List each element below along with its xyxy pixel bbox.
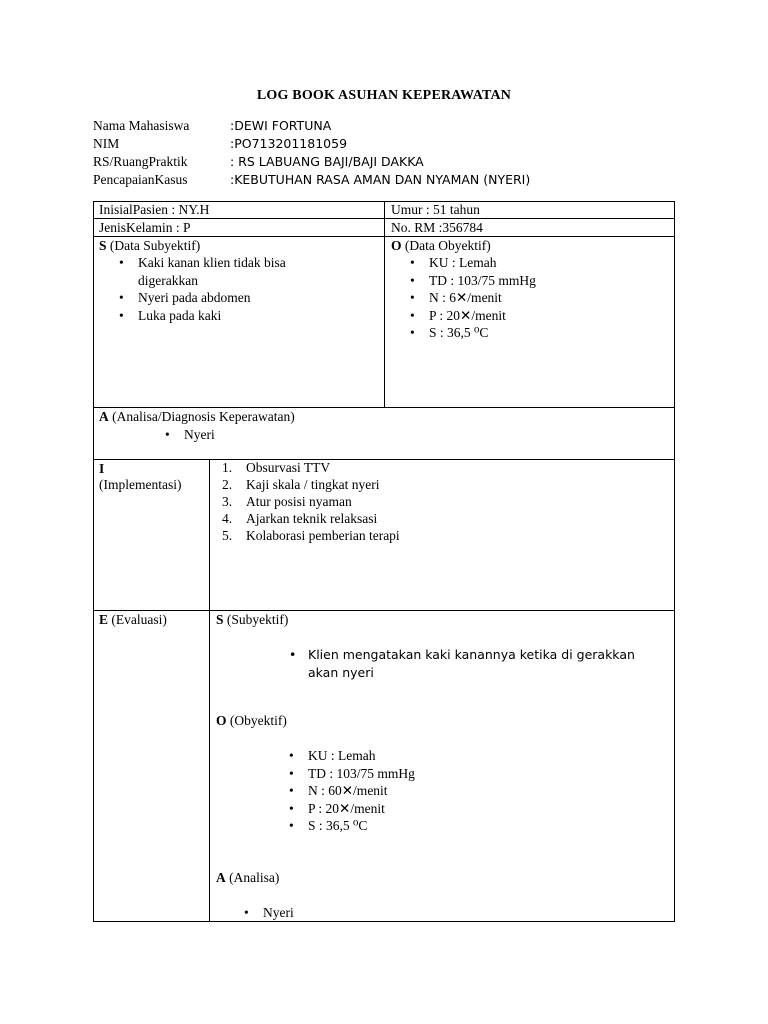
list-item: • S : 36,5 ⁰C [401,324,536,342]
page-title: LOG BOOK ASUHAN KEPERAWATAN [256,88,512,103]
info-value: : RS LABUANG BAJI/BAJI DAKKA [230,154,424,169]
patient-rm: No. RM :356784 [391,220,483,235]
heading-letter: O [216,713,227,728]
list-item: • KU : Lemah [280,747,415,765]
info-label: Nama Mahasiswa [93,118,190,133]
implementation-heading: (Implementasi) [99,477,182,492]
list-item-continuation [280,664,635,682]
list-item-text: Atur posisi nyaman [246,494,352,509]
heading-letter: O [391,238,402,253]
list-item: • TD : 103/75 mmHg [401,272,536,290]
list-item: • Nyeri [156,426,215,444]
heading-text: (Analisa/Diagnosis Keperawatan) [108,409,295,424]
subjective-list [110,254,286,324]
list-item-text: Kolaborasi pemberian terapi [246,528,400,543]
list-item: • N : 6✕/menit [401,289,536,307]
evaluation-heading [99,611,167,628]
info-value: :DEWI FORTUNA [230,118,332,133]
heading-text: (Data Obyektif) [401,238,491,253]
list-item: 3. Atur posisi nyaman [222,494,352,509]
objective-heading [391,237,491,254]
implementation-list [222,459,400,544]
heading-text: (Evaluasi) [108,612,167,627]
info-label: PencapaianKasus [93,172,188,187]
patient-age: Umur : 51 tahun [391,202,480,217]
eval-analysis-heading [216,869,279,886]
info-label: NIM [93,136,120,151]
subjective-heading [99,237,200,254]
list-item-text: digerakkan [138,272,198,288]
list-item: 2. Kaji skala / tingkat nyeri [222,477,380,492]
table-divider [93,610,675,611]
info-row-name [93,117,530,135]
eval-subjective-list [280,646,635,681]
eval-objective-list [280,747,415,835]
heading-text: (Subyektif) [223,612,289,627]
table-divider [209,459,210,922]
info-row-ruang [93,153,530,171]
analysis-list [156,426,215,444]
objective-list [401,254,536,342]
info-row-case [93,171,530,189]
info-label: RS/RuangPraktik [93,154,188,169]
heading-text: (Analisa) [225,870,280,885]
eval-subjective-heading [216,611,288,628]
patient-gender: JenisKelamin : P [99,220,191,235]
student-info [93,117,530,189]
info-value: :KEBUTUHAN RASA AMAN DAN NYAMAN (NYERI) [230,172,531,187]
list-item: • Nyeri pada abdomen [110,289,286,307]
implementation-letter [99,460,104,477]
table-divider [384,201,385,407]
info-row-nim [93,135,530,153]
list-item: • Klien mengatakan kaki kanannya ketika di gerakkan [280,646,635,664]
list-item-text: akan nyeri [308,664,374,680]
list-item: • Kaki kanan klien tidak bisa [110,254,286,272]
heading-text: (Obyektif) [226,713,287,728]
list-item: • S : 36,5 ⁰C [280,817,415,835]
heading-text: (Data Subyektif) [106,238,201,253]
heading-letter: A [216,870,226,885]
list-item: 1. Obsurvasi TTV [222,460,331,475]
info-value: :PO713201181059 [230,136,348,151]
list-item: • N : 60✕/menit [280,782,415,800]
list-item: • Nyeri [235,904,294,922]
list-item-text: Obsurvasi TTV [246,460,331,475]
eval-analysis-list [235,904,294,922]
list-item-text: Kaji skala / tingkat nyeri [246,477,380,492]
list-item-continuation [110,272,286,290]
heading-letter: S [99,238,107,253]
list-item: • TD : 103/75 mmHg [280,765,415,783]
heading-letter: S [216,612,224,627]
heading-letter: I [99,461,105,476]
list-item: 5. Kolaborasi pemberian terapi [222,528,400,543]
list-item: 4. Ajarkan teknik relaksasi [222,511,378,526]
heading-letter: E [99,612,109,627]
patient-initial: InisialPasien : NY.H [99,202,210,217]
list-item: • P : 20✕/menit [280,800,415,818]
list-item: • KU : Lemah [401,254,536,272]
eval-objective-heading [216,712,287,729]
list-item: • P : 20✕/menit [401,307,536,325]
analysis-heading [99,408,295,425]
list-item-text: Ajarkan teknik relaksasi [246,511,378,526]
list-item: • Luka pada kaki [110,307,286,325]
heading-letter: A [99,409,109,424]
